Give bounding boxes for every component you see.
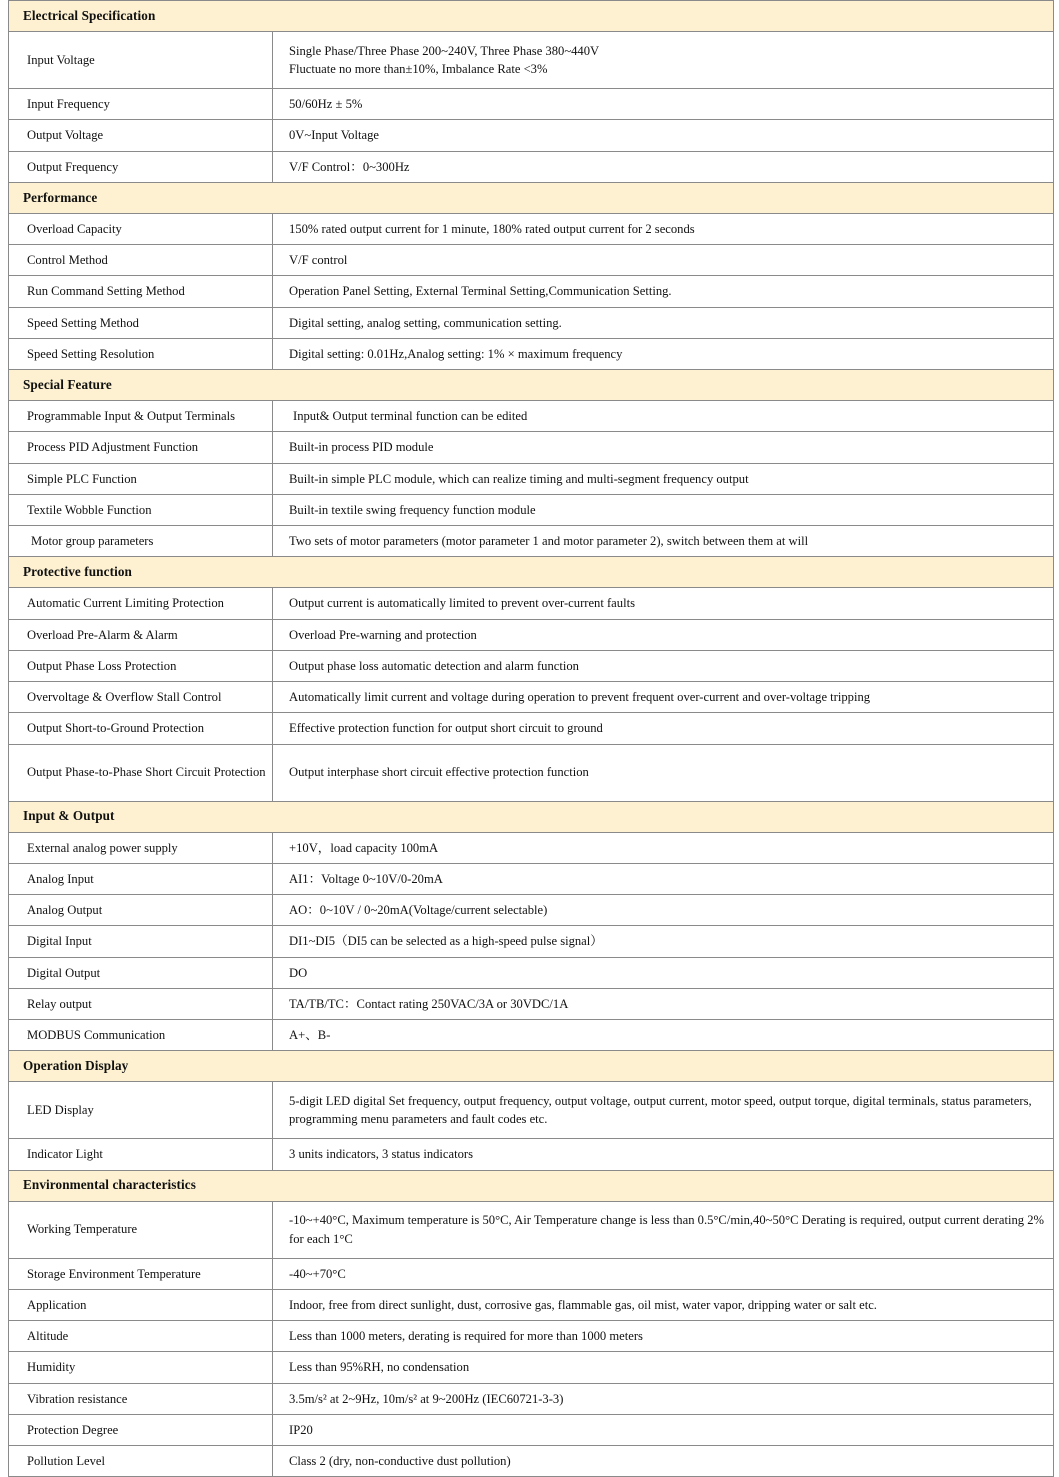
spec-value: DI1~DI5（DI5 can be selected as a high-speed pulse signal） bbox=[273, 926, 1054, 957]
spec-label: Vibration resistance bbox=[9, 1383, 273, 1414]
section-heading: Operation Display bbox=[9, 1051, 1054, 1082]
spec-value: Built-in process PID module bbox=[273, 432, 1054, 463]
spec-label: Working Temperature bbox=[9, 1201, 273, 1258]
table-row bbox=[9, 682, 1054, 713]
spec-value: DO bbox=[273, 957, 1054, 988]
table-row bbox=[9, 588, 1054, 619]
spec-value: -10~+40°C, Maximum temperature is 50°C, Air Temperature change is less than 0.5°C/min,40~50°C Derating is required, output current derating 2% for each 1°C bbox=[273, 1201, 1054, 1258]
table-row bbox=[9, 1020, 1054, 1051]
section-heading: Input & Output bbox=[9, 801, 1054, 832]
table-row bbox=[9, 32, 1054, 89]
table-row bbox=[9, 307, 1054, 338]
spec-label: Overvoltage & Overflow Stall Control bbox=[9, 682, 273, 713]
spec-label: Relay output bbox=[9, 988, 273, 1019]
spec-value: Single Phase/Three Phase 200~240V, Three Phase 380~440V Fluctuate no more than±10%, Imbalance Rate <3% bbox=[273, 32, 1054, 89]
section-header-row bbox=[9, 557, 1054, 588]
spec-label: Analog Input bbox=[9, 863, 273, 894]
table-row bbox=[9, 1201, 1054, 1258]
section-header-row bbox=[9, 801, 1054, 832]
spec-label: Application bbox=[9, 1289, 273, 1320]
section-header-row bbox=[9, 1051, 1054, 1082]
spec-label: External analog power supply bbox=[9, 832, 273, 863]
spec-label: Control Method bbox=[9, 245, 273, 276]
table-row bbox=[9, 338, 1054, 369]
spec-label: Speed Setting Resolution bbox=[9, 338, 273, 369]
table-row bbox=[9, 1258, 1054, 1289]
spec-label: Analog Output bbox=[9, 895, 273, 926]
section-header-row bbox=[9, 370, 1054, 401]
table-row bbox=[9, 713, 1054, 744]
spec-value: Output interphase short circuit effective protection function bbox=[273, 744, 1054, 801]
spec-value: Output current is automatically limited to prevent over-current faults bbox=[273, 588, 1054, 619]
specification-table bbox=[8, 0, 1054, 1477]
spec-label: Input Voltage bbox=[9, 32, 273, 89]
spec-label: Output Phase Loss Protection bbox=[9, 650, 273, 681]
spec-value: Built-in simple PLC module, which can realize timing and multi-segment frequency output bbox=[273, 463, 1054, 494]
spec-value: 0V~Input Voltage bbox=[273, 120, 1054, 151]
spec-value: Class 2 (dry, non-conductive dust pollution) bbox=[273, 1446, 1054, 1477]
spec-value: 5-digit LED digital Set frequency, output frequency, output voltage, output current, motor speed, output torque, digital terminals, status parameters, programming menu parameters and fault codes etc. bbox=[273, 1082, 1054, 1139]
table-row bbox=[9, 863, 1054, 894]
spec-label: Overload Capacity bbox=[9, 213, 273, 244]
spec-value: Built-in textile swing frequency function module bbox=[273, 494, 1054, 525]
table-row bbox=[9, 619, 1054, 650]
table-row bbox=[9, 1139, 1054, 1170]
table-row bbox=[9, 89, 1054, 120]
table-row bbox=[9, 1082, 1054, 1139]
spec-value: Effective protection function for output short circuit to ground bbox=[273, 713, 1054, 744]
spec-value: A+、B- bbox=[273, 1020, 1054, 1051]
table-row bbox=[9, 895, 1054, 926]
spec-label: Pollution Level bbox=[9, 1446, 273, 1477]
section-header-row bbox=[9, 1170, 1054, 1201]
section-header-row bbox=[9, 1, 1054, 32]
spec-value: Less than 95%RH, no condensation bbox=[273, 1352, 1054, 1383]
spec-label: Output Short-to-Ground Protection bbox=[9, 713, 273, 744]
section-header-row bbox=[9, 182, 1054, 213]
table-row bbox=[9, 988, 1054, 1019]
spec-value: 150% rated output current for 1 minute, 180% rated output current for 2 seconds bbox=[273, 213, 1054, 244]
spec-label: Output Frequency bbox=[9, 151, 273, 182]
spec-value: Indoor, free from direct sunlight, dust, corrosive gas, flammable gas, oil mist, water vapor, dripping water or salt etc. bbox=[273, 1289, 1054, 1320]
spec-value: IP20 bbox=[273, 1414, 1054, 1445]
spec-label: Humidity bbox=[9, 1352, 273, 1383]
spec-value: Less than 1000 meters, derating is required for more than 1000 meters bbox=[273, 1321, 1054, 1352]
spec-value: Digital setting, analog setting, communication setting. bbox=[273, 307, 1054, 338]
table-row bbox=[9, 401, 1054, 432]
table-row bbox=[9, 1321, 1054, 1352]
spec-label: Simple PLC Function bbox=[9, 463, 273, 494]
spec-label: Output Phase-to-Phase Short Circuit Protection bbox=[9, 744, 273, 801]
table-row bbox=[9, 1289, 1054, 1320]
spec-value: 3 units indicators, 3 status indicators bbox=[273, 1139, 1054, 1170]
spec-label: Process PID Adjustment Function bbox=[9, 432, 273, 463]
table-row bbox=[9, 526, 1054, 557]
spec-value: Input& Output terminal function can be edited bbox=[273, 401, 1054, 432]
table-row bbox=[9, 213, 1054, 244]
table-row bbox=[9, 276, 1054, 307]
spec-value: Operation Panel Setting, External Terminal Setting,Communication Setting. bbox=[273, 276, 1054, 307]
spec-label: Digital Output bbox=[9, 957, 273, 988]
spec-value: 50/60Hz ± 5% bbox=[273, 89, 1054, 120]
spec-label: Digital Input bbox=[9, 926, 273, 957]
table-row bbox=[9, 432, 1054, 463]
spec-label: MODBUS Communication bbox=[9, 1020, 273, 1051]
spec-value: +10V，load capacity 100mA bbox=[273, 832, 1054, 863]
table-row bbox=[9, 1414, 1054, 1445]
table-row bbox=[9, 245, 1054, 276]
table-row bbox=[9, 494, 1054, 525]
spec-label: Altitude bbox=[9, 1321, 273, 1352]
spec-label: Programmable Input & Output Terminals bbox=[9, 401, 273, 432]
spec-value: Automatically limit current and voltage during operation to prevent frequent over-current and over-voltage tripping bbox=[273, 682, 1054, 713]
spec-label: Output Voltage bbox=[9, 120, 273, 151]
spec-value: Digital setting: 0.01Hz,Analog setting: 1% × maximum frequency bbox=[273, 338, 1054, 369]
spec-value: AO：0~10V / 0~20mA(Voltage/current selectable) bbox=[273, 895, 1054, 926]
table-row bbox=[9, 744, 1054, 801]
table-row bbox=[9, 957, 1054, 988]
section-heading: Protective function bbox=[9, 557, 1054, 588]
section-heading: Electrical Specification bbox=[9, 1, 1054, 32]
spec-value: Output phase loss automatic detection and alarm function bbox=[273, 650, 1054, 681]
section-heading: Environmental characteristics bbox=[9, 1170, 1054, 1201]
table-row bbox=[9, 926, 1054, 957]
spec-label: Automatic Current Limiting Protection bbox=[9, 588, 273, 619]
spec-value: TA/TB/TC：Contact rating 250VAC/3A or 30VDC/1A bbox=[273, 988, 1054, 1019]
table-row bbox=[9, 1352, 1054, 1383]
spec-value: Overload Pre-warning and protection bbox=[273, 619, 1054, 650]
spec-label: Motor group parameters bbox=[9, 526, 273, 557]
spec-label: Storage Environment Temperature bbox=[9, 1258, 273, 1289]
table-row bbox=[9, 650, 1054, 681]
spec-label: Overload Pre-Alarm & Alarm bbox=[9, 619, 273, 650]
spec-label: Indicator Light bbox=[9, 1139, 273, 1170]
table-row bbox=[9, 832, 1054, 863]
table-row bbox=[9, 463, 1054, 494]
spec-value: 3.5m/s² at 2~9Hz, 10m/s² at 9~200Hz (IEC60721-3-3) bbox=[273, 1383, 1054, 1414]
spec-label: Input Frequency bbox=[9, 89, 273, 120]
spec-label: LED Display bbox=[9, 1082, 273, 1139]
spec-value: V/F control bbox=[273, 245, 1054, 276]
section-heading: Performance bbox=[9, 182, 1054, 213]
spec-value: Two sets of motor parameters (motor parameter 1 and motor parameter 2), switch between them at will bbox=[273, 526, 1054, 557]
spec-label: Protection Degree bbox=[9, 1414, 273, 1445]
table-row bbox=[9, 1446, 1054, 1477]
table-row bbox=[9, 1383, 1054, 1414]
section-heading: Special Feature bbox=[9, 370, 1054, 401]
table-row bbox=[9, 151, 1054, 182]
spec-label: Textile Wobble Function bbox=[9, 494, 273, 525]
spec-value: -40~+70°C bbox=[273, 1258, 1054, 1289]
spec-label: Speed Setting Method bbox=[9, 307, 273, 338]
spec-value: AI1：Voltage 0~10V/0-20mA bbox=[273, 863, 1054, 894]
spec-value: V/F Control：0~300Hz bbox=[273, 151, 1054, 182]
table-row bbox=[9, 120, 1054, 151]
spec-label: Run Command Setting Method bbox=[9, 276, 273, 307]
specification-table-body bbox=[9, 1, 1054, 1477]
